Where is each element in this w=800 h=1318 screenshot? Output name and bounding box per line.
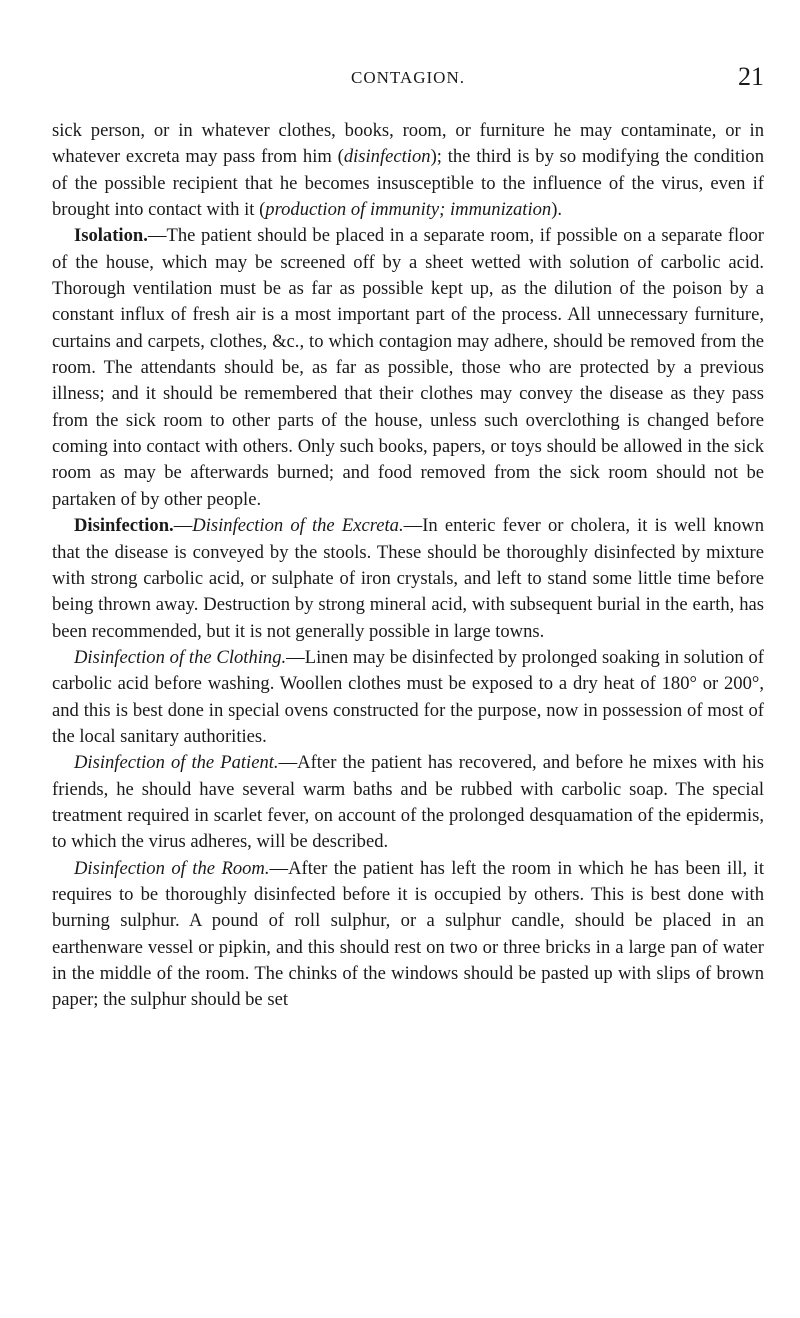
paragraph-disinfection-clothing <box>52 645 764 750</box>
running-title: CONTAGION. <box>351 68 465 87</box>
dash: — <box>173 515 193 537</box>
text-run: —Linen may be disinfected by prolonged soaking in solution of carbolic acid before washing. Woollen clothes must be exposed to a dry heat of 180° or 200°, and this is best done in special ovens constructed for the purpose, now in possession of most of the local sanitary authorities. <box>52 646 765 747</box>
subheading-patient: Disinfection of the Patient. <box>74 752 279 774</box>
text-run: —The patient should be placed in a separate room, if possible on a separate floor of the house, which may be screened off by a sheet wetted with solution of carbolic acid. Thorough ventilation must be as far as possible kept up, as the dilution of the poison by a constant influx of fresh air is a most important part of the process. All unnecessary furniture, curtains and carpets, clothes, &c., to which contagion may adhere, should be removed from the room. The attendants should be, as far as possible, those who are protected by a previous illness; and it should be remembered that their clothes may convey the disease as they pass from the sick room to other parts of the house, unless such overclothing is changed before coming into contact with others. Only such books, papers, or toys should be allowed in the sick room as may be afterwards burned; and food removed from the sick room should not be partaken of by other people. <box>52 225 764 510</box>
body-text <box>52 118 764 1014</box>
paragraph-disinfection-room <box>52 856 764 1014</box>
text-run: sick person, or in whatever clothes, books, room, or furniture he may contaminate, or in whatever excreta may pass from him ( <box>52 120 764 168</box>
paragraph-isolation <box>52 223 764 513</box>
section-heading-isolation: Isolation. <box>74 225 148 247</box>
subheading-room: Disinfection of the Room. <box>74 857 270 879</box>
page-number: 21 <box>738 62 764 91</box>
italic-term: disinfection <box>343 146 431 168</box>
text-run: —After the patient has left the room in which he has been ill, it requires to be thoroughly disinfected before it is occupied by others. This is best done with burning sulphur. A pound of roll sulphur, or a sulphur candle, should be placed in an earthenware vessel or pipkin, and this should rest on two or three bricks in a large pan of water in the middle of the room. The chinks of the windows should be pasted up with slips of brown paper; the sulphur should be set <box>52 857 764 1011</box>
text-run: —In enteric fever or cholera, it is well known that the disease is conveyed by the stools. These should be thoroughly disinfected by mixture with strong carbolic acid, or sulphate of iron crystals, and left to stand some little time before being thrown away. Destruction by strong mineral acid, with subsequent burial in the earth, has been recommended, but it is not generally possible in large towns. <box>52 515 764 642</box>
paragraph-disinfection-excreta <box>52 513 764 645</box>
paragraph-continued <box>52 118 764 223</box>
paragraph-disinfection-patient <box>52 750 764 855</box>
section-heading-disinfection: Disinfection. <box>74 515 174 537</box>
subheading-clothing: Disinfection of the Clothing. <box>74 646 287 668</box>
text-run: ); the third is by so modifying the condition of the possible recipient that he becomes insusceptible to the influence of the virus, even if brought into contact with it ( <box>52 146 764 221</box>
italic-term: production of immunity; immunization <box>265 199 552 221</box>
running-head <box>52 62 764 98</box>
text-run: ). <box>551 199 563 221</box>
text-run: —After the patient has recovered, and before he mixes with his friends, he should have several warm baths and be rubbed with carbolic soap. The special treatment required in scarlet fever, on account of the prolonged desquamation of the epidermis, to which the virus adheres, will be described. <box>52 752 764 853</box>
subheading-excreta: Disinfection of the Excreta. <box>192 515 404 537</box>
